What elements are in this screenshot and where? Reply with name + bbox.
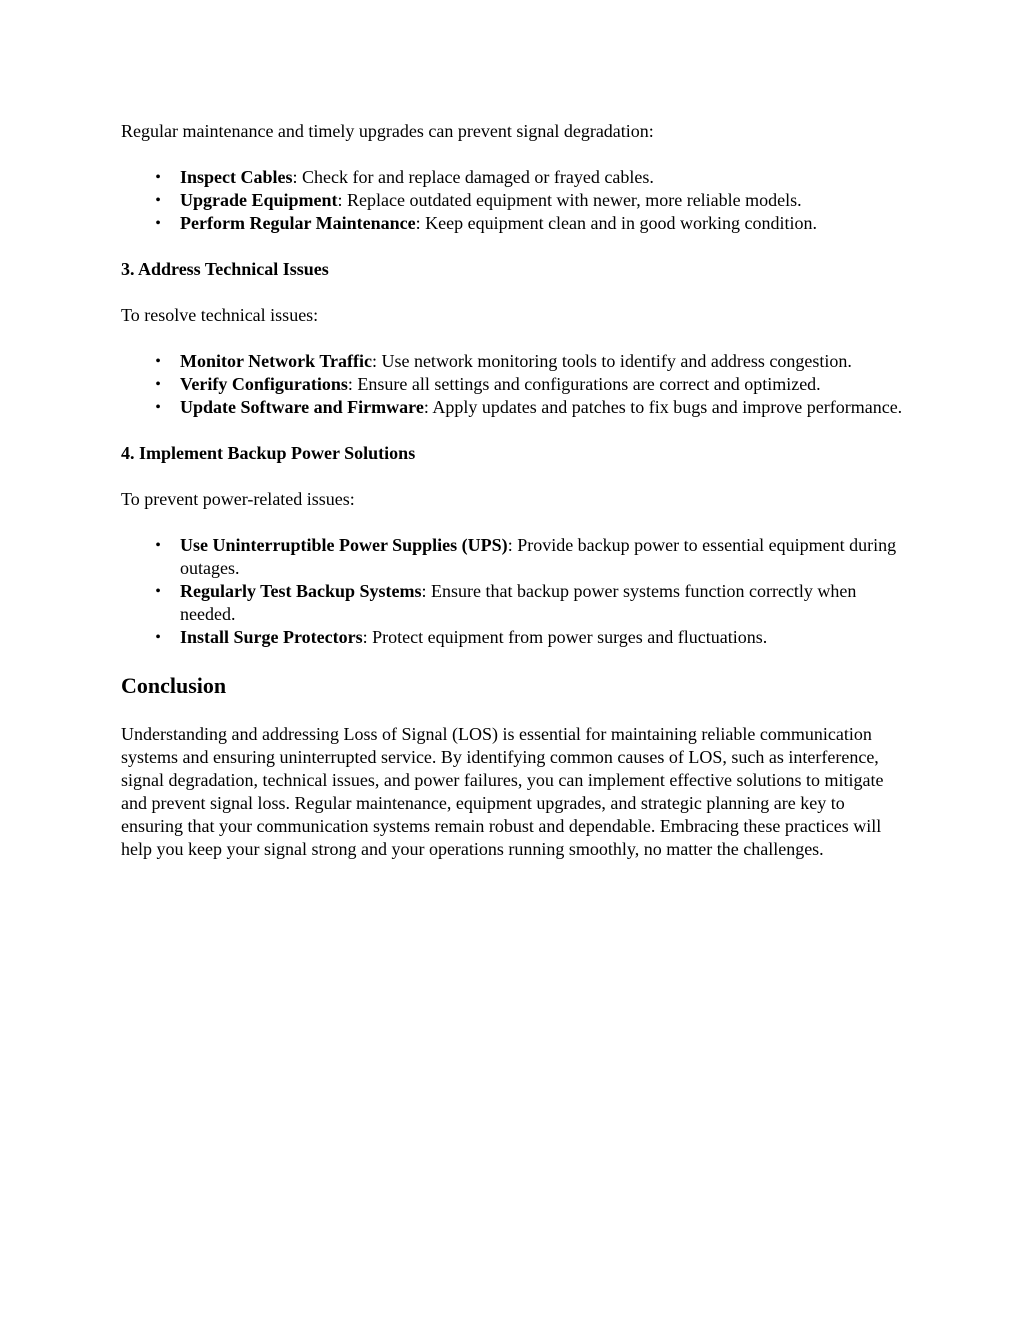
bullet-icon: • [155, 376, 161, 393]
bullet-icon: • [155, 629, 161, 646]
heading-conclusion: Conclusion [121, 673, 227, 698]
list-item [121, 212, 911, 235]
list-item [121, 580, 911, 626]
list-item-term: Regularly Test Backup Systems [180, 581, 422, 601]
list-item-term: Verify Configurations [180, 374, 348, 394]
list-item-desc: : Check for and replace damaged or frayed cables. [292, 167, 654, 187]
technical-list [121, 350, 911, 419]
list-item-term: Upgrade Equipment [180, 190, 338, 210]
list-item [121, 626, 911, 649]
list-item [121, 350, 911, 373]
list-item [121, 166, 911, 189]
list-item [121, 534, 911, 580]
bullet-icon: • [155, 583, 161, 600]
bullet-icon: • [155, 399, 161, 416]
list-item-term: Inspect Cables [180, 167, 293, 187]
bullet-icon: • [155, 537, 161, 554]
list-item-term: Update Software and Firmware [180, 397, 424, 417]
maintenance-list [121, 166, 911, 235]
list-item-desc: : Protect equipment from power surges and fluctuations. [362, 627, 768, 647]
document-page [121, 120, 911, 861]
intro-technical: To resolve technical issues: [121, 305, 319, 325]
power-list [121, 534, 911, 649]
intro-power: To prevent power-related issues: [121, 489, 355, 509]
list-item-term: Perform Regular Maintenance [180, 213, 416, 233]
list-item-term: Monitor Network Traffic [180, 351, 372, 371]
list-item [121, 189, 911, 212]
list-item-desc: : Ensure all settings and configurations are correct and optimized. [347, 374, 821, 394]
intro-maintenance: Regular maintenance and timely upgrades can prevent signal degradation: [121, 121, 654, 141]
heading-power: 4. Implement Backup Power Solutions [121, 443, 416, 463]
bullet-icon: • [155, 169, 161, 186]
list-item [121, 373, 911, 396]
bullet-icon: • [155, 215, 161, 232]
list-item-desc: : Provide backup power to essential equipment during outages. [180, 535, 897, 578]
list-item-desc: : Replace outdated equipment with newer, more reliable models. [337, 190, 802, 210]
list-item [121, 396, 911, 419]
list-item-desc: : Ensure that backup power systems function correctly when needed. [180, 581, 857, 624]
list-item-desc: : Apply updates and patches to fix bugs and improve performance. [423, 397, 903, 417]
heading-technical: 3. Address Technical Issues [121, 259, 329, 279]
list-item-desc: : Use network monitoring tools to identify and address congestion. [371, 351, 852, 371]
list-item-desc: : Keep equipment clean and in good working condition. [415, 213, 818, 233]
bullet-icon: • [155, 192, 161, 209]
conclusion-paragraph: Understanding and addressing Loss of Signal (LOS) is essential for maintaining reliable communication systems and ensuring uninterrupted service. By identifying common causes of LOS, such as interference, signal degradation, technical issues, and power failures, you can implement effective solutions to mitigate and prevent signal loss. Regular maintenance, equipment upgrades, and strategic planning are key to ensuring that your communication systems remain robust and dependable. Embracing these practices will help you keep your signal strong and your operations running smoothly, no matter the challenges. [121, 724, 884, 859]
list-item-term: Use Uninterruptible Power Supplies (UPS) [180, 535, 508, 555]
bullet-icon: • [155, 353, 161, 370]
list-item-term: Install Surge Protectors [180, 627, 363, 647]
